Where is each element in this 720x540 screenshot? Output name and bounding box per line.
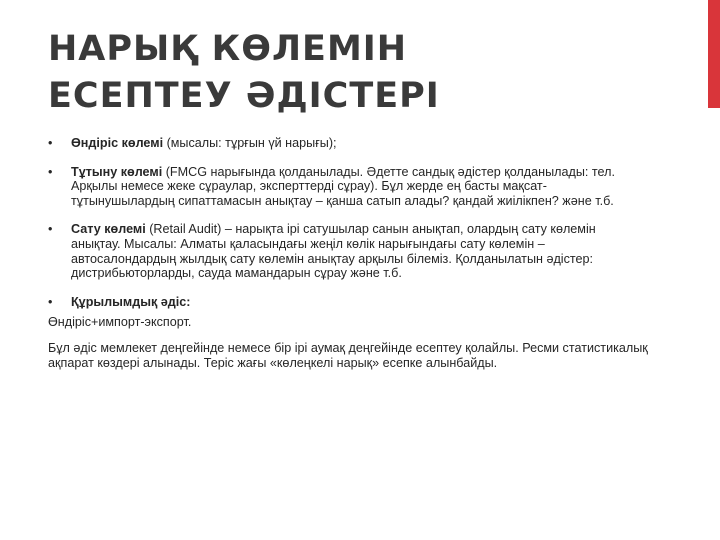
bullet-bold-label: Сату көлемі <box>71 222 146 237</box>
bullet-dot: • <box>48 294 53 309</box>
bullet-list <box>48 136 648 309</box>
bullet-text: (FMCG нарығында қолданылады. Әдетте сандық әдістер қолданылады: тел. Арқылы немесе жеке сұраулар, эксперттерді сұрау). Бұл жерде ең басты мақсат- тұтынушылардың сипаттамасын анықтау – қанша сатып алады? қандай жиілікпен? және т.б. <box>71 164 615 208</box>
bullet-bold-label: Өндіріс көлемі <box>71 136 164 150</box>
bullet-dot: • <box>48 164 53 179</box>
title-line-1: НАРЫҚ КӨЛЕМІН <box>48 29 408 69</box>
bullet-item <box>48 222 648 280</box>
bullet-dot: • <box>48 222 53 237</box>
bullet-item <box>48 165 648 209</box>
bullet-item <box>48 295 648 310</box>
bullet-text: (Retail Audit) – нарықта ірі сатушылар санын анықтап, олардың сату көлемін анықтау. Мысалы: Алматы қаласындағы жеңіл көлік нарығындағы сату көлемін – автосалондардың жылдық сату көлемін анықтау арқылы білеміз. Қолданылатын әдістер: дистрибьюторларды, сауда мамандарын сұрау және т.б. <box>71 222 596 281</box>
body-paragraph: Өндіріс+импорт-экспорт. <box>48 315 192 330</box>
body-paragraph: Бұл әдіс мемлекет деңгейінде немесе бір ірі аумақ деңгейінде есептеу қолайлы. Ресми статистикалық ақпарат көздері алынады. Теріс жағы «көлеңкелі нарық» есепке алынбайды. <box>48 340 648 370</box>
bullet-item <box>48 136 648 151</box>
accent-bar <box>708 0 720 108</box>
title-line-2: ЕСЕПТЕУ ӘДІСТЕРІ <box>48 76 440 116</box>
bullet-bold-label: Құрылымдық әдіс: <box>71 294 191 309</box>
slide-content <box>48 136 648 370</box>
bullet-text: (мысалы: тұрғын үй нарығы); <box>163 136 337 150</box>
slide-title <box>48 26 668 120</box>
bullet-bold-label: Тұтыну көлемі <box>71 164 163 179</box>
bullet-dot: • <box>48 136 53 150</box>
